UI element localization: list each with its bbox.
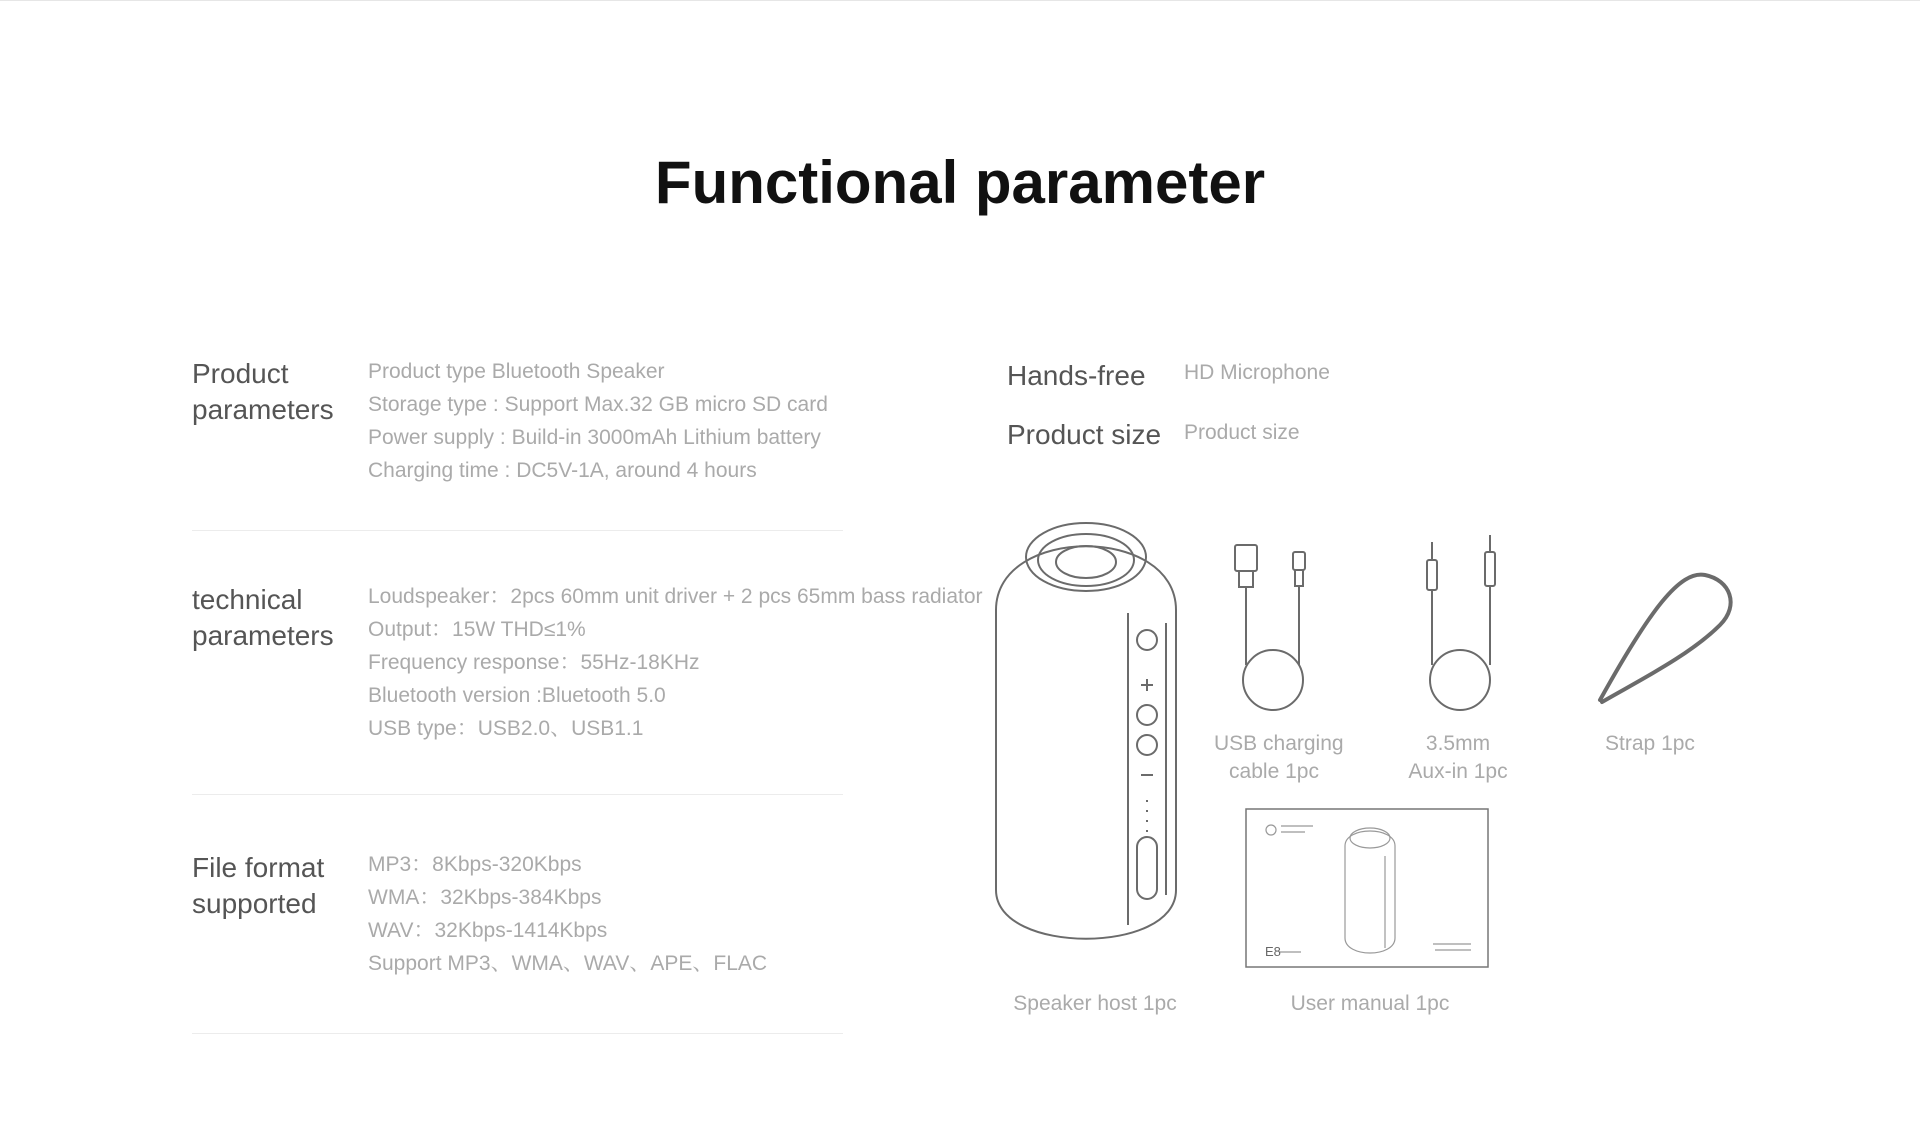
technical-parameters-list — [368, 580, 983, 745]
section-label-line: supported — [192, 888, 317, 919]
list-item: Product type Bluetooth Speaker — [368, 360, 665, 383]
plus-icon — [1141, 679, 1153, 691]
speaker-illustration — [990, 515, 1190, 950]
speaker-caption: Speaker host 1pc — [1013, 992, 1177, 1015]
strap-loop — [1600, 575, 1731, 702]
port-cover-icon — [1137, 837, 1157, 899]
list-item: WMA：32Kbps-384Kbps — [368, 886, 602, 909]
speaker-top-driver — [1056, 546, 1116, 578]
micro-usb-plug-icon — [1293, 552, 1305, 570]
list-item: WAV：32Kbps-1414Kbps — [368, 919, 608, 942]
page-title: Functional parameter — [654, 149, 1266, 216]
file-format-list — [368, 848, 767, 980]
section-label-product-parameters — [192, 356, 352, 428]
strap-illustration — [1590, 560, 1740, 710]
usb-a-plug-icon — [1235, 545, 1257, 571]
manual-cover — [1246, 809, 1488, 967]
usb-cable-illustration — [1225, 540, 1335, 715]
hands-free-label: Hands-free — [1007, 360, 1146, 391]
product-size-label: Product size — [1007, 419, 1162, 450]
manual-model-text: E8 — [1265, 944, 1281, 959]
list-item: Storage type : Support Max.32 GB micro SD card — [368, 393, 828, 416]
list-item: Bluetooth version :Bluetooth 5.0 — [368, 684, 666, 707]
list-item: Output：15W THD≤1% — [368, 618, 586, 641]
section-label-line: parameters — [192, 620, 334, 651]
speaker-body-outline — [996, 546, 1176, 939]
cable-coil — [1243, 650, 1303, 710]
list-item: MP3：8Kbps-320Kbps — [368, 853, 582, 876]
bluetooth-button-icon — [1137, 630, 1157, 650]
list-item: Support MP3、WMA、WAV、APE、FLAC — [368, 952, 768, 975]
section-label-line: Product — [192, 358, 289, 389]
section-divider — [192, 1033, 843, 1034]
list-item: Power supply : Build-in 3000mAh Lithium battery — [368, 426, 821, 449]
aux-cable-illustration — [1410, 530, 1520, 715]
strap-caption: Strap 1pc — [1605, 732, 1695, 755]
caption-line: USB charging — [1214, 732, 1344, 755]
product-parameters-list — [368, 355, 828, 487]
list-item: Charging time : DC5V-1A, around 4 hours — [368, 459, 757, 482]
mode-button-icon — [1137, 735, 1157, 755]
user-manual-caption: User manual 1pc — [1290, 992, 1450, 1015]
hands-free-value: HD Microphone — [1184, 361, 1330, 384]
section-label-line: parameters — [192, 394, 334, 425]
cable-coil — [1430, 650, 1490, 710]
section-label-technical-parameters — [192, 582, 352, 654]
product-size-value: Product size — [1184, 421, 1300, 444]
section-divider — [192, 794, 843, 795]
aux-cable-caption — [1398, 730, 1518, 786]
caption-line: 3.5mm — [1425, 732, 1491, 755]
section-label-line: File format — [192, 852, 325, 883]
list-item: Loudspeaker：2pcs 60mm unit driver + 2 pcs 65mm bass radiator — [368, 585, 983, 608]
top-border — [0, 0, 1920, 1]
aux-plug-left-icon — [1427, 560, 1437, 590]
caption-line: cable 1pc — [1229, 760, 1319, 783]
aux-plug-right-icon — [1485, 552, 1495, 586]
section-divider — [192, 530, 843, 531]
section-label-file-format — [192, 850, 352, 922]
list-item: Frequency response：55Hz-18KHz — [368, 651, 700, 674]
list-item: USB type：USB2.0、USB1.1 — [368, 717, 644, 740]
caption-line: Aux-in 1pc — [1408, 760, 1508, 783]
usb-a-neck — [1239, 571, 1253, 587]
usb-cable-caption — [1214, 730, 1344, 786]
section-label-line: technical — [192, 584, 303, 615]
user-manual-illustration — [1245, 808, 1490, 968]
power-button-icon — [1137, 705, 1157, 725]
micro-usb-neck — [1295, 570, 1303, 586]
